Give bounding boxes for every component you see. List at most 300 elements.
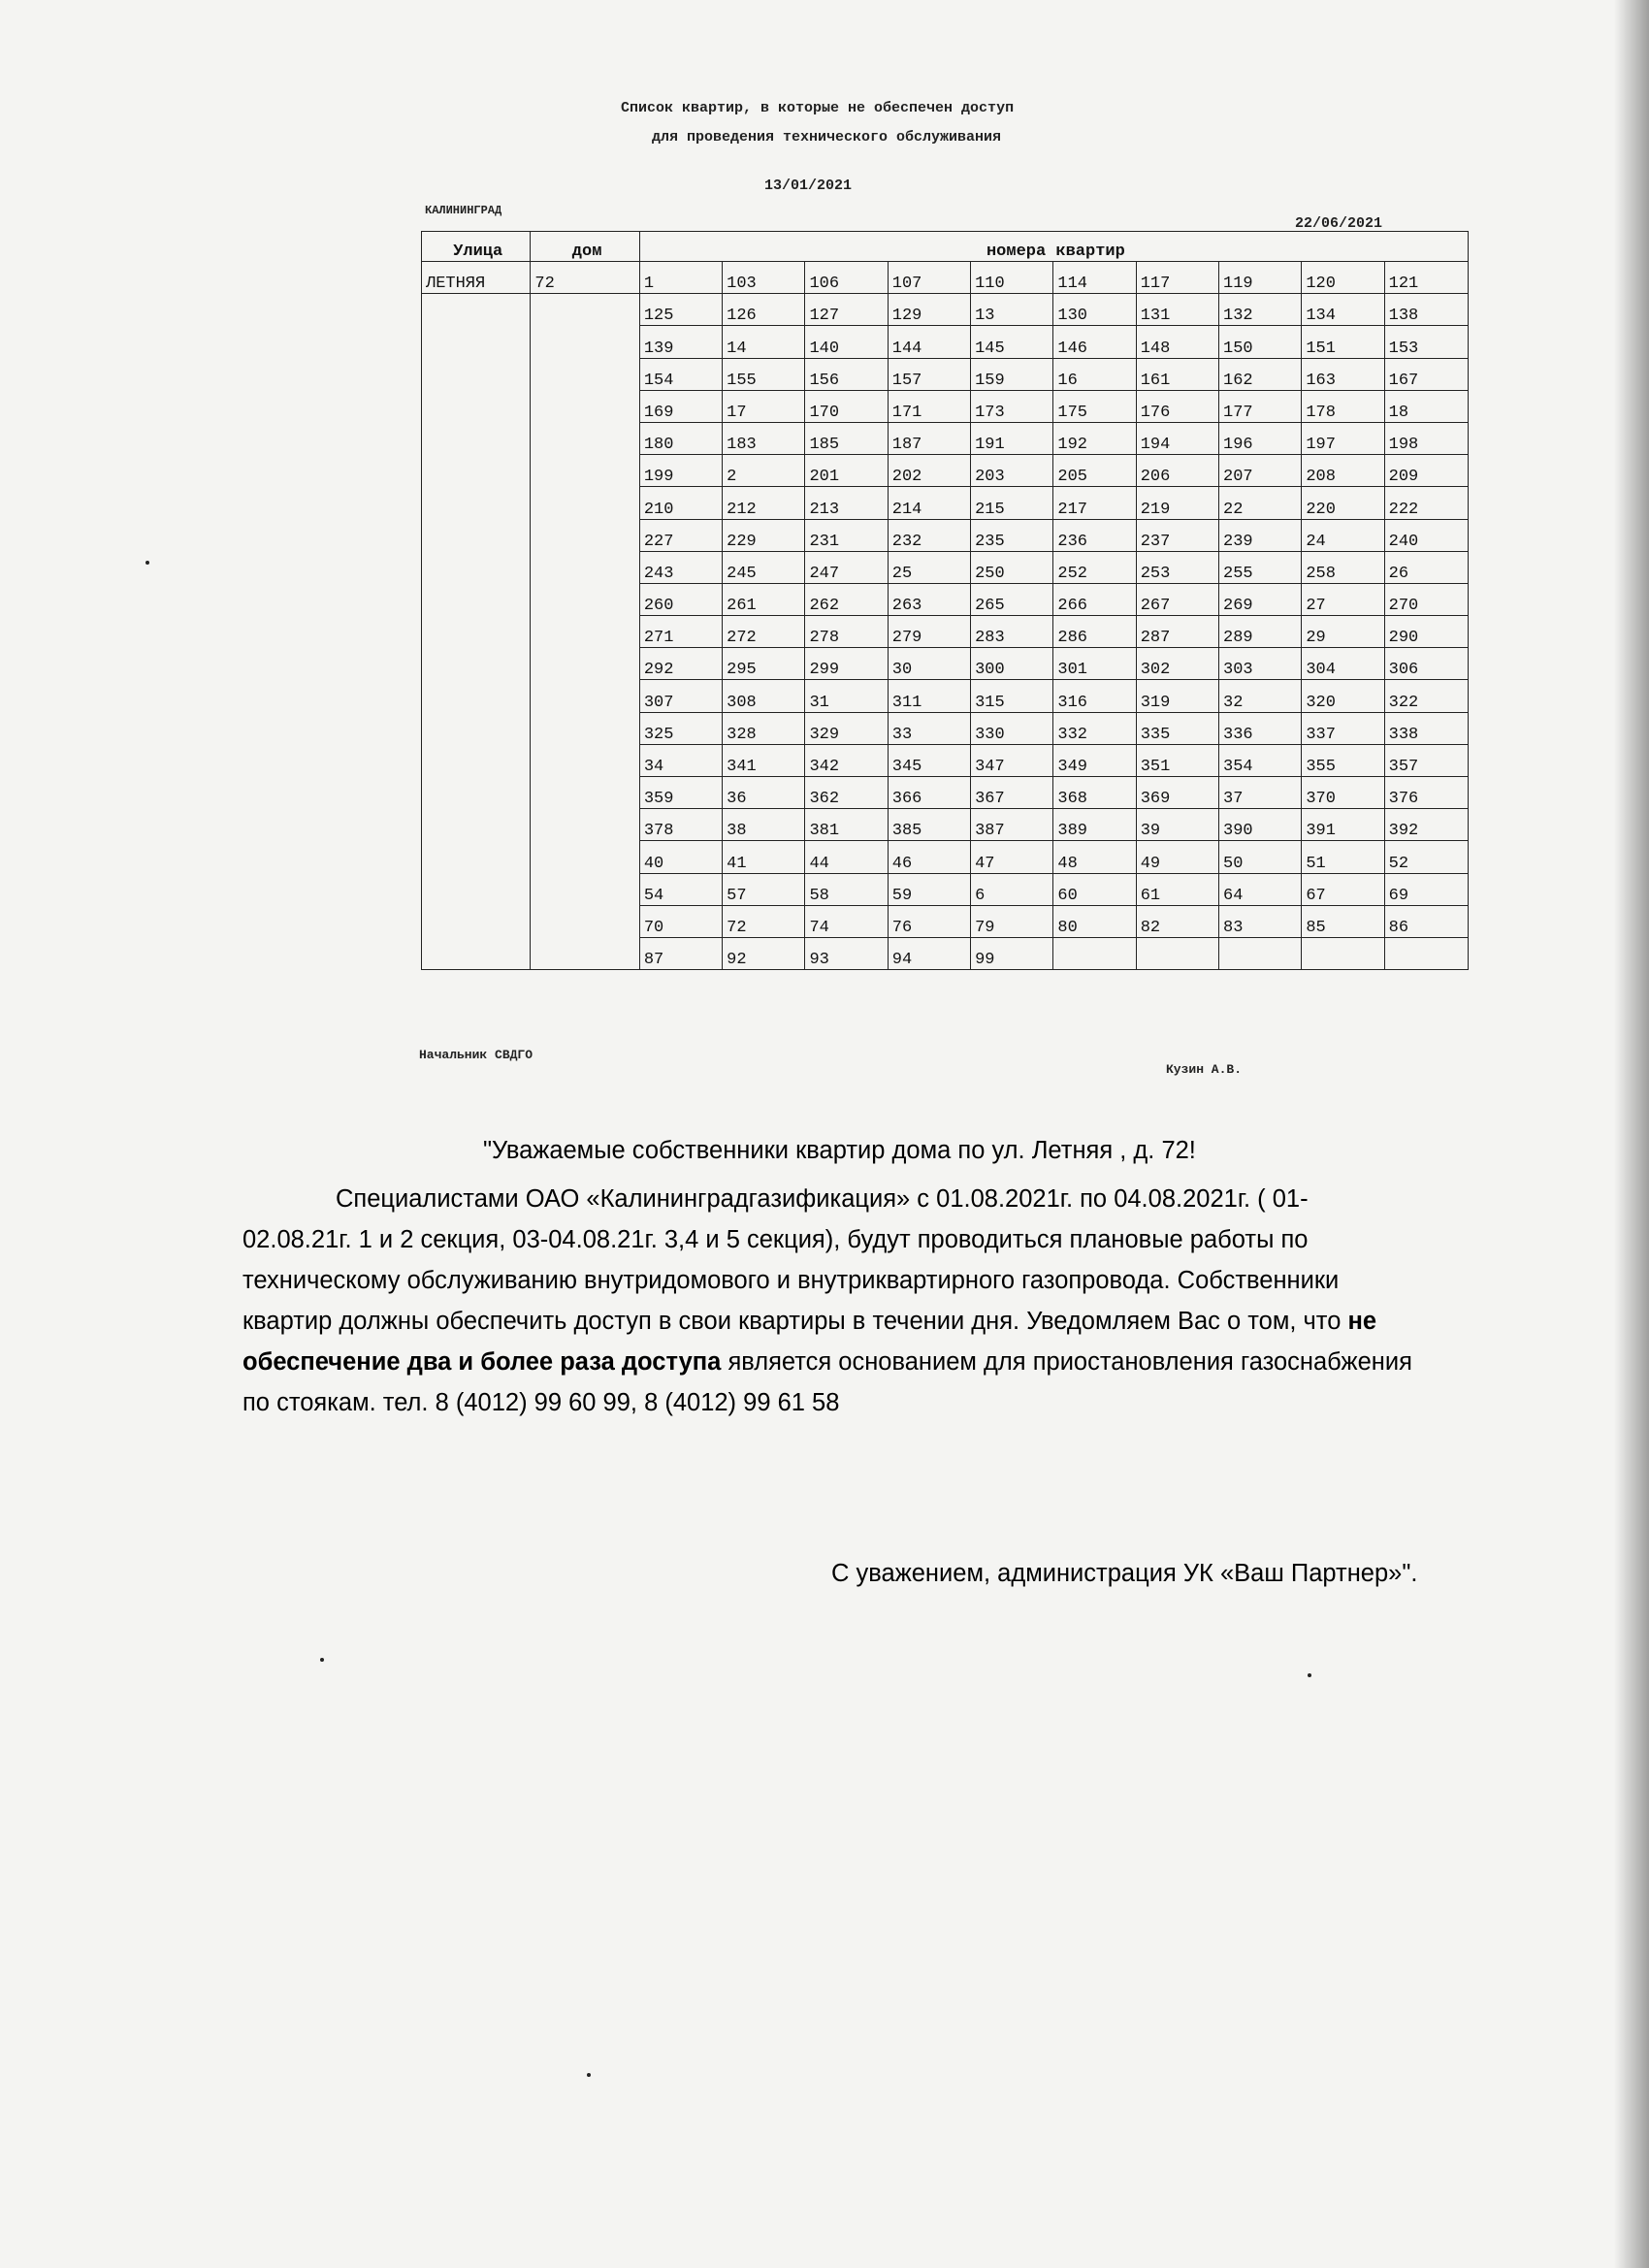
apartment-number-cell: 146 <box>1053 326 1136 358</box>
house-cell-empty <box>531 294 639 326</box>
street-cell-empty <box>422 551 531 583</box>
apartment-number-cell: 132 <box>1219 294 1302 326</box>
scan-speck <box>587 2073 591 2077</box>
apartment-number-cell: 2 <box>723 455 805 487</box>
house-cell-empty <box>531 358 639 390</box>
apartment-number-cell: 155 <box>723 358 805 390</box>
house-cell-empty <box>531 519 639 551</box>
street-cell-empty <box>422 744 531 776</box>
apartment-number-cell <box>1136 937 1218 969</box>
list-title: Список квартир, в которые не обеспечен доступ <box>621 100 1015 116</box>
apartment-number-cell: 341 <box>723 744 805 776</box>
apartment-number-cell: 126 <box>723 294 805 326</box>
table-row <box>422 841 1469 873</box>
apartment-number-cell: 134 <box>1302 294 1384 326</box>
apartment-number-cell: 376 <box>1384 777 1468 809</box>
table-row <box>422 937 1469 969</box>
apartment-number-cell: 265 <box>971 583 1053 615</box>
apartment-number-cell: 342 <box>805 744 888 776</box>
apartment-number-cell: 243 <box>639 551 722 583</box>
street-cell-empty <box>422 937 531 969</box>
apartment-number-cell: 191 <box>971 422 1053 454</box>
table-row <box>422 294 1469 326</box>
apartment-number-cell: 169 <box>639 390 722 422</box>
apartment-number-cell: 283 <box>971 616 1053 648</box>
list-subtitle: для проведения технического обслуживания <box>652 129 1002 146</box>
apartment-number-cell: 250 <box>971 551 1053 583</box>
apartment-number-cell: 212 <box>723 487 805 519</box>
apartment-number-cell: 74 <box>805 905 888 937</box>
apartment-number-cell: 87 <box>639 937 722 969</box>
apartment-number-cell: 37 <box>1219 777 1302 809</box>
apartment-number-cell: 255 <box>1219 551 1302 583</box>
apartment-number-cell: 262 <box>805 583 888 615</box>
apartment-number-cell: 270 <box>1384 583 1468 615</box>
apartment-number-cell: 22 <box>1219 487 1302 519</box>
apartment-number-cell: 213 <box>805 487 888 519</box>
apartment-number-cell: 125 <box>639 294 722 326</box>
apartment-number-cell: 139 <box>639 326 722 358</box>
apartment-number-cell: 33 <box>888 712 970 744</box>
apartment-number-cell: 148 <box>1136 326 1218 358</box>
apartment-number-cell: 54 <box>639 873 722 905</box>
table-row <box>422 487 1469 519</box>
house-cell-empty <box>531 841 639 873</box>
apartment-number-cell: 29 <box>1302 616 1384 648</box>
page-edge-shadow <box>1614 0 1649 2268</box>
apartment-number-cell: 299 <box>805 648 888 680</box>
apartment-number-cell: 336 <box>1219 712 1302 744</box>
apartment-number-cell: 130 <box>1053 294 1136 326</box>
apartment-number-cell: 366 <box>888 777 970 809</box>
apartment-number-cell <box>1219 937 1302 969</box>
apartment-number-cell: 154 <box>639 358 722 390</box>
apartment-number-cell: 307 <box>639 680 722 712</box>
apartment-number-cell: 267 <box>1136 583 1218 615</box>
apartment-number-cell: 300 <box>971 648 1053 680</box>
apartment-number-cell: 192 <box>1053 422 1136 454</box>
apartment-number-cell: 57 <box>723 873 805 905</box>
apartment-number-cell: 390 <box>1219 809 1302 841</box>
apartment-number-cell: 39 <box>1136 809 1218 841</box>
apartment-number-cell: 308 <box>723 680 805 712</box>
notice-greeting: "Уважаемые собственники квартир дома по ул. Летняя , д. 72! <box>483 1137 1196 1164</box>
apartment-number-cell: 269 <box>1219 583 1302 615</box>
house-cell-empty <box>531 744 639 776</box>
apartment-number-cell: 92 <box>723 937 805 969</box>
apartment-number-cell: 349 <box>1053 744 1136 776</box>
street-cell-empty <box>422 648 531 680</box>
apartment-number-cell: 140 <box>805 326 888 358</box>
table-row <box>422 648 1469 680</box>
table-row <box>422 455 1469 487</box>
house-cell: 72 <box>531 262 639 294</box>
apartment-number-cell: 229 <box>723 519 805 551</box>
apartment-number-cell: 44 <box>805 841 888 873</box>
apartment-number-cell: 32 <box>1219 680 1302 712</box>
apartment-number-cell: 355 <box>1302 744 1384 776</box>
apartment-number-cell: 25 <box>888 551 970 583</box>
notice-line <box>242 1308 1376 1336</box>
apartment-number-cell: 48 <box>1053 841 1136 873</box>
table-row <box>422 873 1469 905</box>
signature-left: Начальник СВДГО <box>419 1048 534 1062</box>
notice-signature: С уважением, администрация УК «Ваш Партнер»". <box>831 1560 1418 1587</box>
apartment-number-cell: 69 <box>1384 873 1468 905</box>
apartment-number-cell: 320 <box>1302 680 1384 712</box>
apartment-number-cell: 177 <box>1219 390 1302 422</box>
street-cell-empty <box>422 422 531 454</box>
apartments-table-body <box>422 262 1469 970</box>
apartment-number-cell: 197 <box>1302 422 1384 454</box>
apartment-number-cell: 121 <box>1384 262 1468 294</box>
apartment-number-cell: 345 <box>888 744 970 776</box>
apartment-number-cell <box>1302 937 1384 969</box>
apartment-number-cell: 389 <box>1053 809 1136 841</box>
apartment-number-cell: 198 <box>1384 422 1468 454</box>
street-cell-empty <box>422 294 531 326</box>
table-row <box>422 777 1469 809</box>
apartment-number-cell: 245 <box>723 551 805 583</box>
apartment-number-cell: 286 <box>1053 616 1136 648</box>
apartment-number-cell: 351 <box>1136 744 1218 776</box>
house-cell-empty <box>531 422 639 454</box>
apartment-number-cell: 185 <box>805 422 888 454</box>
apartment-number-cell: 82 <box>1136 905 1218 937</box>
apartment-number-cell: 14 <box>723 326 805 358</box>
apartment-number-cell: 301 <box>1053 648 1136 680</box>
apartment-number-cell: 231 <box>805 519 888 551</box>
house-cell-empty <box>531 390 639 422</box>
apartment-number-cell: 117 <box>1136 262 1218 294</box>
apartment-number-cell: 27 <box>1302 583 1384 615</box>
apartment-number-cell: 385 <box>888 809 970 841</box>
apartment-number-cell: 178 <box>1302 390 1384 422</box>
apartment-number-cell: 67 <box>1302 873 1384 905</box>
apartment-number-cell: 362 <box>805 777 888 809</box>
apartment-number-cell: 159 <box>971 358 1053 390</box>
apartment-number-cell: 18 <box>1384 390 1468 422</box>
apartment-number-cell: 163 <box>1302 358 1384 390</box>
apartment-number-cell: 330 <box>971 712 1053 744</box>
apartment-number-cell: 319 <box>1136 680 1218 712</box>
street-cell-empty <box>422 841 531 873</box>
notice-line: Специалистами ОАО «Калининградгазификация» с 01.08.2021г. по 04.08.2021г. ( 01- <box>336 1185 1309 1213</box>
apartment-number-cell: 83 <box>1219 905 1302 937</box>
apartment-number-cell <box>1384 937 1468 969</box>
apartment-number-cell: 171 <box>888 390 970 422</box>
apartment-number-cell: 222 <box>1384 487 1468 519</box>
apartment-number-cell: 302 <box>1136 648 1218 680</box>
scan-speck <box>1308 1673 1311 1677</box>
apartment-number-cell: 26 <box>1384 551 1468 583</box>
apartment-number-cell: 235 <box>971 519 1053 551</box>
apartment-number-cell: 16 <box>1053 358 1136 390</box>
column-header-street: Улица <box>422 232 531 262</box>
apartment-number-cell: 176 <box>1136 390 1218 422</box>
signature-right: Кузин А.В. <box>1166 1062 1243 1077</box>
apartment-number-cell: 120 <box>1302 262 1384 294</box>
apartment-number-cell: 40 <box>639 841 722 873</box>
column-header-apartments: номера квартир <box>639 232 1468 262</box>
apartment-number-cell: 1 <box>639 262 722 294</box>
apartment-number-cell: 359 <box>639 777 722 809</box>
apartment-number-cell: 85 <box>1302 905 1384 937</box>
notice-line <box>242 1348 1412 1377</box>
apartment-number-cell: 378 <box>639 809 722 841</box>
apartment-number-cell: 34 <box>639 744 722 776</box>
street-cell-empty <box>422 809 531 841</box>
apartment-number-cell: 107 <box>888 262 970 294</box>
apartment-number-cell: 279 <box>888 616 970 648</box>
apartment-number-cell: 180 <box>639 422 722 454</box>
apartment-number-cell: 31 <box>805 680 888 712</box>
house-cell-empty <box>531 487 639 519</box>
apartment-number-cell: 24 <box>1302 519 1384 551</box>
apartment-number-cell: 187 <box>888 422 970 454</box>
street-cell-empty <box>422 616 531 648</box>
house-cell-empty <box>531 809 639 841</box>
house-cell-empty <box>531 648 639 680</box>
apartment-number-cell: 357 <box>1384 744 1468 776</box>
apartment-number-cell: 392 <box>1384 809 1468 841</box>
street-cell-empty <box>422 455 531 487</box>
apartment-number-cell: 61 <box>1136 873 1218 905</box>
table-header-row <box>422 232 1469 262</box>
apartment-number-cell: 167 <box>1384 358 1468 390</box>
column-header-house: дом <box>531 232 639 262</box>
apartment-number-cell: 201 <box>805 455 888 487</box>
apartment-number-cell: 13 <box>971 294 1053 326</box>
apartment-number-cell: 236 <box>1053 519 1136 551</box>
apartment-number-cell: 60 <box>1053 873 1136 905</box>
apartment-number-cell: 338 <box>1384 712 1468 744</box>
apartment-number-cell: 271 <box>639 616 722 648</box>
apartment-number-cell: 210 <box>639 487 722 519</box>
apartment-number-cell: 153 <box>1384 326 1468 358</box>
house-cell-empty <box>531 873 639 905</box>
house-cell-empty <box>531 777 639 809</box>
apartment-number-cell: 173 <box>971 390 1053 422</box>
apartment-number-cell: 332 <box>1053 712 1136 744</box>
table-row <box>422 905 1469 937</box>
apartment-number-cell: 287 <box>1136 616 1218 648</box>
apartment-number-cell: 38 <box>723 809 805 841</box>
apartment-number-cell: 150 <box>1219 326 1302 358</box>
apartment-number-cell: 36 <box>723 777 805 809</box>
table-row <box>422 551 1469 583</box>
apartment-number-cell: 51 <box>1302 841 1384 873</box>
apartment-number-cell: 46 <box>888 841 970 873</box>
apartment-number-cell: 145 <box>971 326 1053 358</box>
apartment-number-cell: 290 <box>1384 616 1468 648</box>
apartment-number-cell: 86 <box>1384 905 1468 937</box>
apartment-number-cell: 381 <box>805 809 888 841</box>
house-cell-empty <box>531 680 639 712</box>
notice-text: является основанием для приостановления газоснабжения <box>721 1348 1412 1376</box>
street-cell-empty <box>422 583 531 615</box>
house-cell-empty <box>531 326 639 358</box>
apartment-number-cell: 156 <box>805 358 888 390</box>
apartment-number-cell: 202 <box>888 455 970 487</box>
apartment-number-cell: 289 <box>1219 616 1302 648</box>
apartment-number-cell: 203 <box>971 455 1053 487</box>
apartment-number-cell: 144 <box>888 326 970 358</box>
apartment-number-cell: 227 <box>639 519 722 551</box>
apartments-table <box>421 231 1469 970</box>
apartment-number-cell: 30 <box>888 648 970 680</box>
apartment-number-cell: 175 <box>1053 390 1136 422</box>
apartment-number-cell: 127 <box>805 294 888 326</box>
apartment-number-cell: 239 <box>1219 519 1302 551</box>
apartment-number-cell: 194 <box>1136 422 1218 454</box>
apartment-number-cell: 205 <box>1053 455 1136 487</box>
table-row <box>422 422 1469 454</box>
house-cell-empty <box>531 616 639 648</box>
apartment-number-cell: 64 <box>1219 873 1302 905</box>
apartment-number-cell: 209 <box>1384 455 1468 487</box>
apartment-number-cell: 258 <box>1302 551 1384 583</box>
apartment-number-cell: 247 <box>805 551 888 583</box>
apartment-number-cell: 272 <box>723 616 805 648</box>
apartment-number-cell: 215 <box>971 487 1053 519</box>
apartment-number-cell: 315 <box>971 680 1053 712</box>
street-cell-empty <box>422 873 531 905</box>
apartment-number-cell: 322 <box>1384 680 1468 712</box>
apartment-number-cell: 6 <box>971 873 1053 905</box>
notice-emphasis: обеспечение два и более раза доступа <box>242 1348 722 1376</box>
apartment-number-cell: 79 <box>971 905 1053 937</box>
scan-speck <box>146 561 149 565</box>
apartment-number-cell: 240 <box>1384 519 1468 551</box>
print-date: 22/06/2021 <box>1295 215 1383 232</box>
apartment-number-cell: 329 <box>805 712 888 744</box>
apartment-number-cell: 162 <box>1219 358 1302 390</box>
table-row <box>422 358 1469 390</box>
apartment-number-cell: 49 <box>1136 841 1218 873</box>
apartment-number-cell: 129 <box>888 294 970 326</box>
apartment-number-cell: 391 <box>1302 809 1384 841</box>
apartment-number-cell: 52 <box>1384 841 1468 873</box>
notice-line: 02.08.21г. 1 и 2 секция, 03-04.08.21г. 3,4 и 5 секция), будут проводиться плановые работы по <box>242 1226 1309 1253</box>
apartment-number-cell: 295 <box>723 648 805 680</box>
apartment-number-cell: 368 <box>1053 777 1136 809</box>
apartment-number-cell: 369 <box>1136 777 1218 809</box>
house-cell-empty <box>531 905 639 937</box>
apartment-number-cell: 252 <box>1053 551 1136 583</box>
apartment-number-cell: 214 <box>888 487 970 519</box>
apartment-number-cell: 387 <box>971 809 1053 841</box>
apartment-number-cell: 157 <box>888 358 970 390</box>
street-cell-empty <box>422 777 531 809</box>
list-date: 13/01/2021 <box>764 178 853 194</box>
street-cell: ЛЕТНЯЯ <box>422 262 531 294</box>
apartment-number-cell: 94 <box>888 937 970 969</box>
apartment-number-cell: 17 <box>723 390 805 422</box>
apartment-number-cell: 266 <box>1053 583 1136 615</box>
apartment-number-cell: 337 <box>1302 712 1384 744</box>
apartment-number-cell: 151 <box>1302 326 1384 358</box>
apartment-number-cell: 217 <box>1053 487 1136 519</box>
apartment-number-cell: 99 <box>971 937 1053 969</box>
apartment-number-cell: 138 <box>1384 294 1468 326</box>
street-cell-empty <box>422 680 531 712</box>
apartment-number-cell: 292 <box>639 648 722 680</box>
notice-line: по стоякам. тел. 8 (4012) 99 60 99, 8 (4012) 99 61 58 <box>242 1389 840 1416</box>
apartment-number-cell: 196 <box>1219 422 1302 454</box>
apartment-number-cell: 220 <box>1302 487 1384 519</box>
apartment-number-cell: 119 <box>1219 262 1302 294</box>
apartment-number-cell: 237 <box>1136 519 1218 551</box>
apartment-number-cell: 261 <box>723 583 805 615</box>
street-cell-empty <box>422 712 531 744</box>
apartment-number-cell: 304 <box>1302 648 1384 680</box>
apartment-number-cell: 59 <box>888 873 970 905</box>
table-row <box>422 326 1469 358</box>
street-cell-empty <box>422 905 531 937</box>
house-cell-empty <box>531 551 639 583</box>
apartment-number-cell: 199 <box>639 455 722 487</box>
apartment-number-cell: 183 <box>723 422 805 454</box>
apartment-number-cell: 354 <box>1219 744 1302 776</box>
apartment-number-cell: 207 <box>1219 455 1302 487</box>
apartment-number-cell: 70 <box>639 905 722 937</box>
house-cell-empty <box>531 455 639 487</box>
apartment-number-cell: 303 <box>1219 648 1302 680</box>
apartment-number-cell: 110 <box>971 262 1053 294</box>
apartment-number-cell: 306 <box>1384 648 1468 680</box>
table-row <box>422 680 1469 712</box>
apartment-number-cell: 311 <box>888 680 970 712</box>
street-cell-empty <box>422 390 531 422</box>
notice-text: квартир должны обеспечить доступ в свои квартиры в течении дня. Уведомляем Вас о том, что <box>242 1308 1348 1335</box>
apartment-number-cell: 80 <box>1053 905 1136 937</box>
apartment-number-cell: 103 <box>723 262 805 294</box>
apartment-number-cell: 325 <box>639 712 722 744</box>
house-cell-empty <box>531 937 639 969</box>
apartment-number-cell: 58 <box>805 873 888 905</box>
apartment-number-cell: 316 <box>1053 680 1136 712</box>
table-row <box>422 616 1469 648</box>
apartment-number-cell: 72 <box>723 905 805 937</box>
notice-line: техническому обслуживанию внутридомового и внутриквартирного газопровода. Собственники <box>242 1267 1340 1294</box>
table-row <box>422 583 1469 615</box>
apartment-number-cell: 253 <box>1136 551 1218 583</box>
table-row <box>422 712 1469 744</box>
apartment-number-cell: 347 <box>971 744 1053 776</box>
apartment-number-cell: 370 <box>1302 777 1384 809</box>
apartment-number-cell: 328 <box>723 712 805 744</box>
apartment-number-cell: 161 <box>1136 358 1218 390</box>
table-row <box>422 744 1469 776</box>
apartment-number-cell: 232 <box>888 519 970 551</box>
notice-emphasis: не <box>1347 1308 1377 1335</box>
street-cell-empty <box>422 519 531 551</box>
apartment-number-cell: 93 <box>805 937 888 969</box>
city-label: КАЛИНИНГРАД <box>425 204 502 217</box>
apartment-number-cell: 208 <box>1302 455 1384 487</box>
street-cell-empty <box>422 326 531 358</box>
apartment-number-cell: 263 <box>888 583 970 615</box>
apartment-number-cell: 47 <box>971 841 1053 873</box>
apartment-number-cell: 41 <box>723 841 805 873</box>
table-row <box>422 809 1469 841</box>
apartment-number-cell: 219 <box>1136 487 1218 519</box>
apartment-number-cell: 131 <box>1136 294 1218 326</box>
apartment-number-cell: 335 <box>1136 712 1218 744</box>
house-cell-empty <box>531 712 639 744</box>
apartment-number-cell: 50 <box>1219 841 1302 873</box>
